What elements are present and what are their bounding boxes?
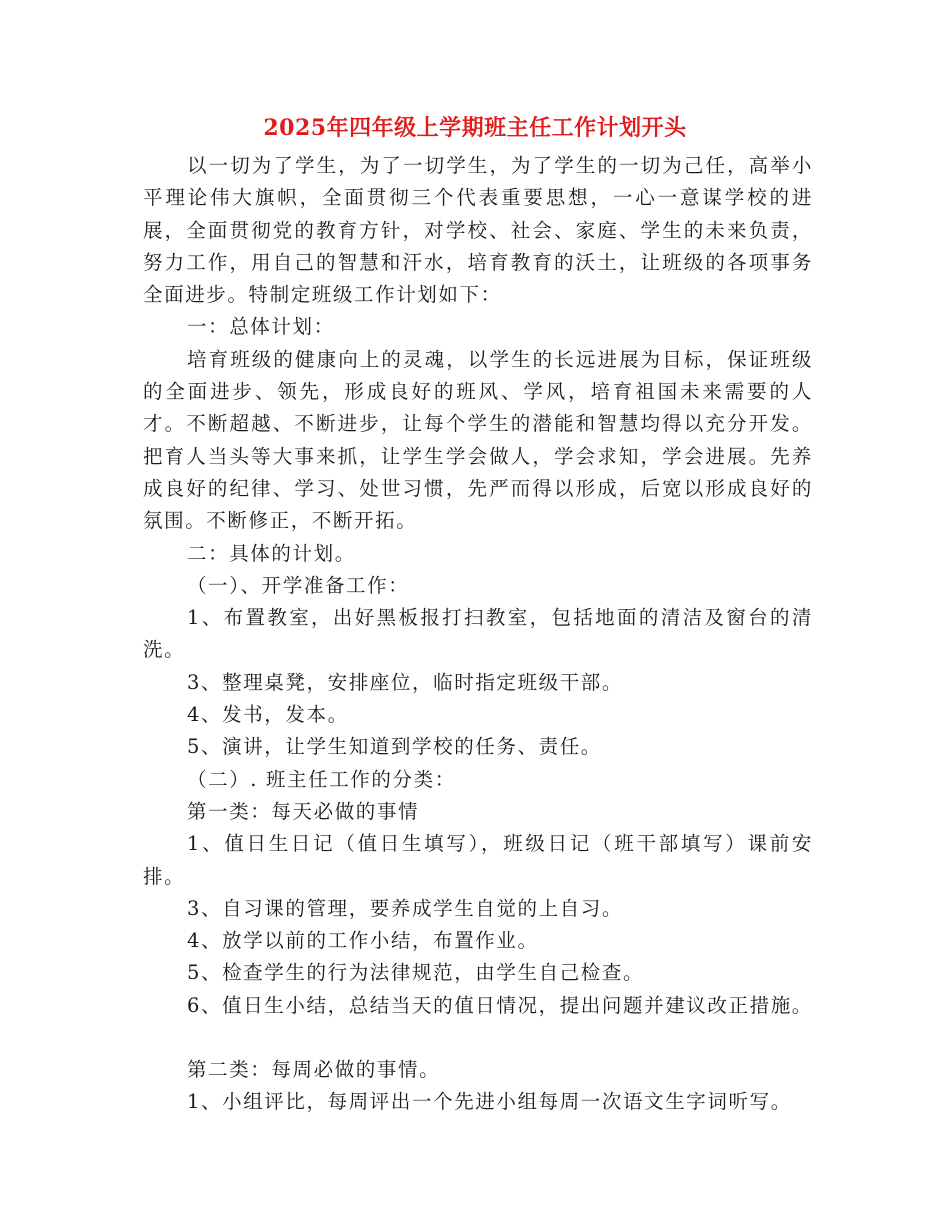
subheading-classification: （二）. 班主任工作的分类： (187, 767, 456, 791)
list-item: 6、值日生小结，总结当天的值日情况，提出问题并建议改正措施。 (187, 993, 813, 1017)
document-title: 2025年四年级上学期班主任工作计划开头 (263, 115, 687, 141)
list-item: 5、检查学生的行为法律规范，由学生自己检查。 (187, 961, 645, 985)
heading-specific-plan: 二：具体的计划。 (187, 541, 356, 565)
document-body (143, 150, 813, 1119)
list-item: 1、小组评比，每周评出一个先进小组每周一次语文生字词听写。 (187, 1090, 792, 1114)
category-weekly: 第二类：每周必做的事情。 (187, 1058, 441, 1082)
paragraph-overall-plan: 培育班级的健康向上的灵魂，以学生的长远进展为目标，保证班级的全面进步、领先，形成良好的班风、学风，培育祖国未来需要的人才。不断超越、不断进步，让每个学生的潜能和智慧均得以充分开发。把育人当头等大事来抓，让学生学会做人，学会求知，学会进展。先养成良好的纪律、学习、处世习惯，先严而得以形成，后宽以形成良好的氛围。不断修正，不断开拓。 (143, 347, 813, 533)
list-item: 5、演讲，让学生知道到学校的任务、责任。 (187, 735, 602, 759)
list-item: 1、布置教室，出好黑板报打扫教室，包括地面的清洁及窗台的清洗。 (143, 606, 813, 662)
category-daily: 第一类：每天必做的事情 (187, 799, 420, 823)
heading-overall-plan: 一：总体计划： (187, 315, 335, 339)
list-item: 1、值日生日记（值日生填写），班级日记（班干部填写）课前安排。 (143, 832, 813, 888)
paragraph-intro: 以一切为了学生，为了一切学生，为了学生的一切为己任，高举小平理论伟大旗帜，全面贯彻三个代表重要思想，一心一意谋学校的进展，全面贯彻党的教育方针，对学校、社会、家庭、学生的未来负责，努力工作，用自己的智慧和汗水，培育教育的沃土，让班级的各项事务全面进步。特制定班级工作计划如下： (143, 154, 813, 307)
list-item: 3、自习课的管理，要养成学生自觉的上自习。 (187, 896, 624, 920)
paragraph-gap (143, 1022, 813, 1054)
list-item: 4、发书，发本。 (187, 703, 349, 727)
list-item: 3、整理桌凳，安排座位，临时指定班级干部。 (187, 670, 624, 694)
subheading-preparation: （一）、开学准备工作： (187, 573, 410, 597)
list-item: 4、放学以前的工作小结，布置作业。 (187, 929, 539, 953)
